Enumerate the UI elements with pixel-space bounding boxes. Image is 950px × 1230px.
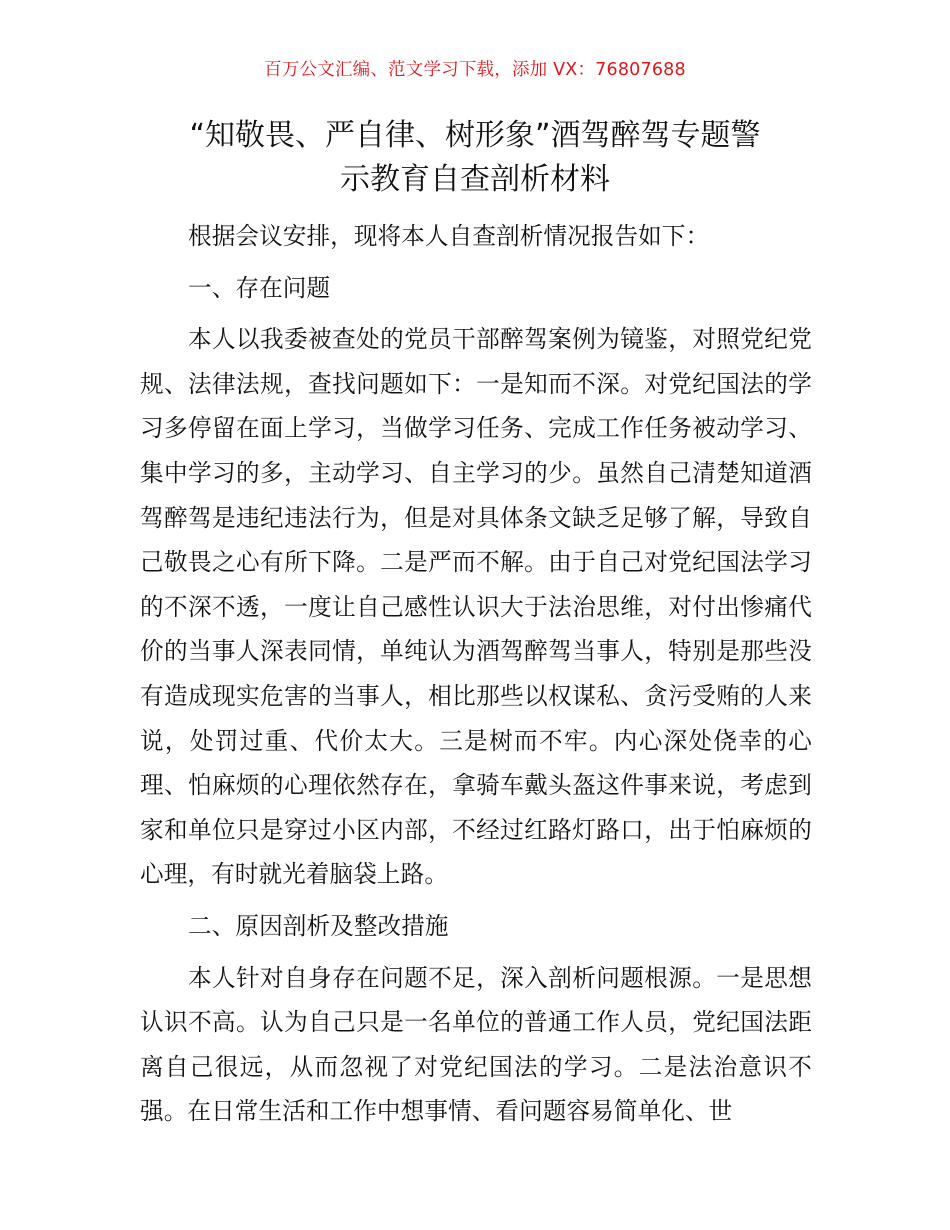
- promo-banner: 百万公文汇编、范文学习下载，添加 VX：76807688: [264, 60, 686, 80]
- section-body-1: 本人以我委被查处的党员干部醉驾案例为镜鉴，对照党纪党规、法律法规，查找问题如下：一是知而不深。对党纪国法的学习多停留在面上学习，当做学习任务、完成工作任务被动学习、集中学习的多，主动学习、自主学习的少。虽然自己清楚知道酒驾醉驾是违纪违法行为，但是对具体条文缺乏足够了解，导致自己敬畏之心有所下降。二是严而不解。由于自己对党纪国法学习的不深不透，一度让自己感性认识大于法治思维，对付出惨痛代价的当事人深表同情，单纯认为酒驾醉驾当事人，特别是那些没有造成现实危害的当事人，相比那些以权谋私、贪污受贿的人来说，处罚过重、代价太大。三是树而不牢。内心深处侥幸的心理、怕麻烦的心理依然存在，拿骑车戴头盔这件事来说，考虑到家和单位只是穿过小区内部，不经过红路灯路口，出于怕麻烦的心理，有时就光着脑袋上路。: [140, 325, 812, 889]
- document-title: [140, 114, 810, 202]
- title-line-2: 示教育自查剖析材料: [340, 162, 610, 197]
- title-line-1: “知敬畏、严自律、树形象”酒驾醉驾专题警: [189, 118, 761, 153]
- section-heading-1: 一、存在问题: [188, 273, 331, 302]
- section-body-2: 本人针对自身存在问题不足，深入剖析问题根源。一是思想认识不高。认为自己只是一名单位的普通工作人员，党纪国法距离自己很远，从而忽视了对党纪国法的学习。二是法治意识不强。在日常生活和工作中想事情、看问题容易简单化、世: [140, 963, 812, 1126]
- section-heading-2: 二、原因剖析及整改措施: [188, 911, 449, 940]
- document-body: [140, 214, 812, 1134]
- intro-paragraph: 根据会议安排，现将本人自查剖析情况报告如下：: [188, 222, 710, 250]
